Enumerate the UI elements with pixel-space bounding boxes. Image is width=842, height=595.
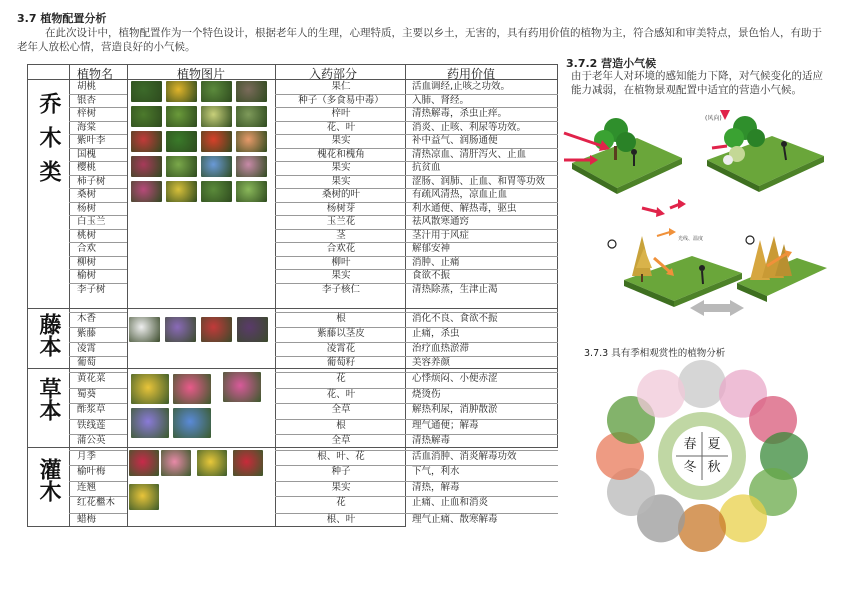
- plant-name: 铁线莲: [77, 420, 106, 431]
- medicinal-part: 果实: [331, 135, 351, 146]
- plant-name: 梓树: [77, 108, 97, 119]
- medicinal-value: 食欲不振: [412, 270, 451, 281]
- plant-photo: [166, 131, 197, 152]
- plant-name: 蜡梅: [77, 514, 97, 525]
- plant-photo: [201, 317, 232, 342]
- medicinal-value: 消炎、止咳、利尿等功效。: [412, 122, 527, 133]
- plant-photo: [201, 181, 232, 202]
- medicinal-value: 解郁安神: [412, 243, 451, 254]
- tree-crown: [678, 360, 726, 408]
- medicinal-value: 心悸烦闷、小便赤涩: [412, 373, 498, 384]
- header-name: 植物名: [77, 67, 114, 81]
- medicinal-part: 柳叶: [331, 257, 351, 268]
- plant-photo: [131, 181, 162, 202]
- plant-photo: [129, 484, 159, 510]
- medicinal-value: 治疗血热淤滞: [412, 343, 470, 354]
- plant-photo: [165, 317, 196, 342]
- medicinal-value: 美容养颜: [412, 357, 451, 368]
- plant-name: 柿子树: [77, 176, 106, 187]
- plant-photo: [161, 450, 191, 476]
- plant-photo: [129, 450, 159, 476]
- medicinal-part: 葡萄籽: [326, 357, 356, 368]
- plant-name: 酢浆草: [77, 404, 106, 415]
- medicinal-part: 凌霄花: [326, 343, 356, 354]
- medicinal-value: 下气，利水: [412, 466, 460, 477]
- s373-title: 3.7.3 具有季相观赏性的植物分析: [584, 348, 726, 359]
- plant-name: 红花檵木: [77, 497, 116, 508]
- medicinal-value: 活血消肿、消炎解毒功效: [412, 451, 517, 462]
- plant-photo: [131, 408, 169, 438]
- medicinal-value: 茎汁用于风症: [412, 230, 470, 241]
- season-winter: 冬: [683, 460, 697, 475]
- category-shrub: 灌木: [36, 458, 61, 502]
- plant-name: 樱桃: [77, 162, 97, 173]
- plant-photo: [166, 106, 197, 127]
- medicinal-value: 解热利尿，消肿散淤: [412, 404, 498, 415]
- medicinal-value: 祛风散寒通窍: [412, 216, 470, 227]
- medicinal-value: 抗贫血: [412, 162, 441, 173]
- header-part: 入药部分: [309, 67, 358, 81]
- plant-photo: [131, 131, 162, 152]
- season-autumn: 秋: [707, 460, 721, 475]
- plant-photo: [131, 106, 162, 127]
- medicinal-value: 烧烫伤: [412, 389, 441, 400]
- plant-photo: [173, 408, 211, 438]
- medicinal-value: 清热凉血、清肝泻火、止血: [412, 149, 527, 160]
- plant-name: 桑树: [77, 189, 97, 200]
- plant-name: 国槐: [77, 149, 97, 160]
- medicinal-part: 果实: [331, 482, 351, 493]
- medicinal-part: 花: [336, 497, 346, 508]
- plant-name: 李子树: [77, 284, 106, 295]
- plant-photo: [197, 450, 227, 476]
- tree-crown: [678, 504, 726, 552]
- plant-photo: [236, 156, 267, 177]
- category-vine: 藤本: [36, 313, 61, 357]
- medicinal-value: 活血调经,止咳之功效。: [412, 81, 511, 92]
- plant-name: 杨树: [77, 203, 97, 214]
- tree-crown: [719, 494, 767, 542]
- medicinal-value: 清热解毒: [412, 435, 451, 446]
- season-spring: 春: [683, 437, 697, 452]
- medicinal-part: 杨树芽: [326, 203, 356, 214]
- medicinal-value: 利水通便、解热毒，驱虫: [412, 203, 517, 214]
- medicinal-part: 玉兰花: [326, 216, 356, 227]
- section-title: 3.7 植物配置分析: [17, 12, 107, 25]
- plant-photo: [201, 131, 232, 152]
- medicinal-part: 紫藤以茎皮: [317, 328, 365, 339]
- plant-photo: [201, 106, 232, 127]
- medicinal-value: 清热解毒，杀虫止痒。: [412, 108, 508, 119]
- plant-name: 榆树: [77, 270, 97, 281]
- medicinal-value: 止痛、止血和消炎: [412, 497, 489, 508]
- header-value: 药用价值: [447, 67, 496, 81]
- medicinal-part: 种子: [331, 466, 351, 477]
- medicinal-value: 理气通便；解毒: [412, 420, 479, 431]
- medicinal-part: 花: [336, 373, 346, 384]
- plant-name: 合欢: [77, 243, 97, 254]
- medicinal-value: 消肿、止痛: [412, 257, 460, 268]
- plant-photo: [173, 374, 211, 404]
- plant-photo: [236, 131, 267, 152]
- tree-crown: [637, 370, 685, 418]
- medicinal-part: 合欢花: [326, 243, 356, 254]
- intro-paragraph: 在此次设计中，植物配置作为一个特色设计，根据老年人的生理，心理特质，主要以乡土，无害的，具有药用价值的植物为主，符合感知和审美特点，景色怡人，有助于老年人放松心情，营造良好的小气候。: [17, 27, 822, 53]
- plant-name: 银杏: [77, 95, 97, 106]
- plant-name: 榆叶梅: [77, 466, 106, 477]
- medicinal-value: 清热，解毒: [412, 482, 460, 493]
- medicinal-value: 补中益气、润肠通便: [412, 135, 498, 146]
- header-photo: 植物图片: [177, 67, 226, 81]
- plant-photo: [237, 317, 268, 342]
- plant-name: 葡萄: [77, 357, 97, 368]
- s372-title: 3.7.2 营造小气候: [566, 57, 657, 70]
- plant-photo: [223, 372, 261, 402]
- plant-photo: [201, 81, 232, 102]
- medicinal-value: 入肺、肾经。: [412, 95, 470, 106]
- plant-name: 凌霄: [77, 343, 97, 354]
- plant-photo: [166, 156, 197, 177]
- medicinal-value: 涩肠、润肺、止血、和胃等功效: [412, 176, 546, 187]
- plant-name: 黄花菜: [77, 373, 106, 384]
- medicinal-value: 止痛，杀虫: [412, 328, 460, 339]
- light-label: 光线、温度: [678, 236, 704, 242]
- medicinal-part: 茎: [336, 230, 346, 241]
- medicinal-part: 梓叶: [331, 108, 351, 119]
- medicinal-value: 清热除蒸，生津止渴: [412, 284, 498, 295]
- medicinal-part: 花、叶: [326, 122, 356, 133]
- plant-photo: [166, 181, 197, 202]
- medicinal-part: 根: [336, 420, 346, 431]
- season-summer: 夏: [707, 437, 721, 452]
- plant-table: [27, 64, 557, 526]
- medicinal-part: 花、叶: [326, 389, 356, 400]
- medicinal-part: 种子（多食易中毒）: [298, 95, 384, 106]
- category-tree: 乔木类: [36, 92, 61, 194]
- medicinal-value: 有疏风清热，凉血止血: [412, 189, 508, 200]
- medicinal-part: 根、叶、花: [317, 451, 365, 462]
- plant-name: 紫叶李: [77, 135, 106, 146]
- seasonal-diagram: [578, 360, 840, 560]
- category-herb: 草本: [36, 377, 61, 421]
- medicinal-part: 根: [336, 313, 346, 324]
- medicinal-part: 全草: [331, 404, 351, 415]
- medicinal-value: 消化不良、食欲不振: [412, 313, 498, 324]
- plant-name: 蜀葵: [77, 389, 97, 400]
- s372-text: 由于老年人对环境的感知能力下降，对气候变化的适应能力减弱，在植物景观配置中适宜的营造小气候。: [571, 70, 823, 96]
- plant-photo: [236, 106, 267, 127]
- medicinal-part: 李子核仁: [321, 284, 360, 295]
- plant-photo: [131, 374, 169, 404]
- plant-photo: [201, 156, 232, 177]
- plant-name: 蒲公英: [77, 435, 106, 446]
- medicinal-part: 桑树的叶: [321, 189, 360, 200]
- plant-name: 连翘: [77, 482, 97, 493]
- medicinal-part: 果实: [331, 176, 351, 187]
- medicinal-part: 果实: [331, 270, 351, 281]
- plant-photo: [131, 156, 162, 177]
- plant-photo: [131, 81, 162, 102]
- plant-name: 月季: [77, 451, 97, 462]
- plant-photo: [236, 81, 267, 102]
- medicinal-value: 理气止痛、散寒解毒: [412, 514, 498, 525]
- plant-name: 胡桃: [77, 81, 97, 92]
- plant-photo: [236, 181, 267, 202]
- microclimate-diagram: [562, 108, 837, 323]
- plant-name: 木香: [77, 313, 97, 324]
- medicinal-part: 槐花和槐角: [317, 149, 365, 160]
- plant-name: 桃树: [77, 230, 97, 241]
- plant-name: 柳树: [77, 257, 97, 268]
- plant-name: 白玉兰: [77, 216, 106, 227]
- wind-label: (风向): [705, 115, 722, 122]
- plant-photo: [233, 450, 263, 476]
- plant-name: 紫藤: [77, 328, 97, 339]
- medicinal-part: 果仁: [331, 81, 351, 92]
- plant-photo: [166, 81, 197, 102]
- plant-photo: [129, 317, 160, 342]
- medicinal-part: 根、叶: [326, 514, 356, 525]
- plant-name: 海棠: [77, 122, 97, 133]
- medicinal-part: 全草: [331, 435, 351, 446]
- medicinal-part: 果实: [331, 162, 351, 173]
